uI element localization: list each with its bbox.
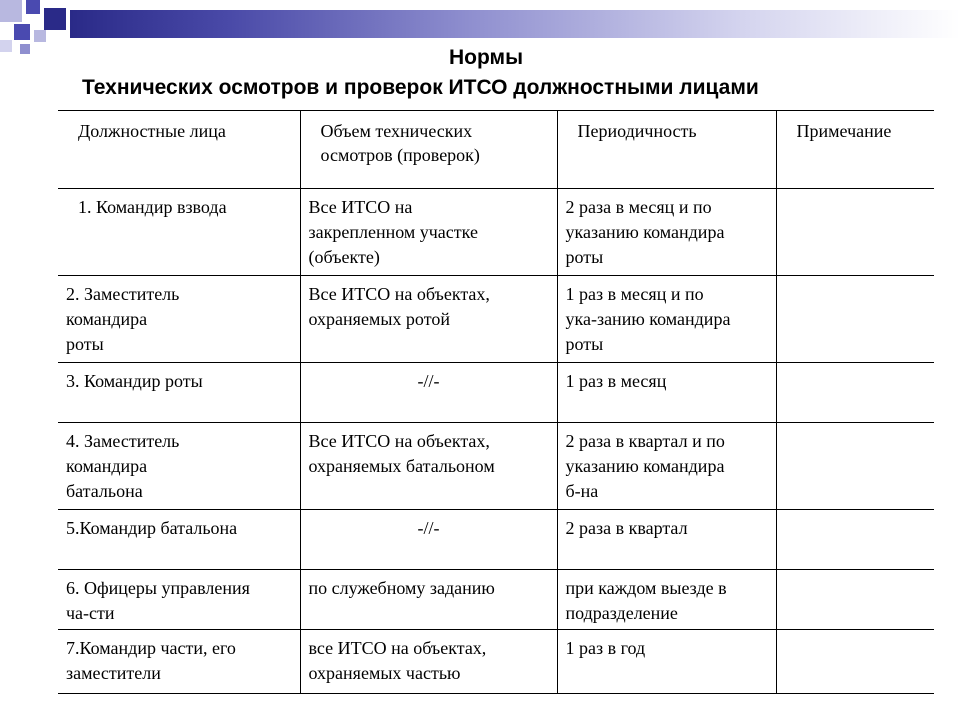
- cell-note: [776, 570, 934, 630]
- cell-note: [776, 423, 934, 510]
- table-row: [58, 363, 934, 423]
- cell-official: 1. Командир взвода: [58, 189, 300, 276]
- table-row: [58, 570, 934, 630]
- cell-official: 5.Командир батальона: [58, 510, 300, 570]
- cell-official: 7.Командир части, его заместители: [58, 630, 300, 694]
- deco-square: [14, 24, 30, 40]
- cell-scope: -//-: [300, 510, 557, 570]
- cell-scope: Все ИТСО на закрепленном участке (объекте): [300, 189, 557, 276]
- column-header-officials: Должностные лица: [58, 111, 300, 189]
- table-row: [58, 276, 934, 363]
- cell-official: 2. Заместитель командира роты: [58, 276, 300, 363]
- deco-square: [0, 0, 22, 22]
- cell-period: 1 раз в месяц: [557, 363, 776, 423]
- cell-official: 6. Офицеры управления ча-сти: [58, 570, 300, 630]
- deco-square: [44, 8, 66, 30]
- cell-scope: по служебному заданию: [300, 570, 557, 630]
- column-header-scope: Объем технических осмотров (проверок): [300, 111, 557, 189]
- inspection-norms-table: [58, 110, 934, 694]
- cell-period: 2 раза в квартал и по указанию командира б-на: [557, 423, 776, 510]
- table-row: [58, 423, 934, 510]
- cell-official: 3. Командир роты: [58, 363, 300, 423]
- cell-official: 4. Заместитель командира батальона: [58, 423, 300, 510]
- page-title: Нормы: [448, 46, 523, 69]
- table-header-row: [58, 111, 934, 189]
- cell-period: 1 раз в месяц и по ука-занию командира роты: [557, 276, 776, 363]
- cell-note: [776, 276, 934, 363]
- cell-period: 2 раза в месяц и по указанию командира роты: [557, 189, 776, 276]
- cell-period: при каждом выезде в подразделение: [557, 570, 776, 630]
- cell-scope: -//-: [300, 363, 557, 423]
- column-header-periodicity: Периодичность: [557, 111, 776, 189]
- cell-scope: Все ИТСО на объектах, охраняемых батальоном: [300, 423, 557, 510]
- cell-period: 1 раз в год: [557, 630, 776, 694]
- cell-scope: все ИТСО на объектах, охраняемых частью: [300, 630, 557, 694]
- cell-scope: Все ИТСО на объектах, охраняемых ротой: [300, 276, 557, 363]
- deco-square: [34, 30, 46, 42]
- table-row: [58, 189, 934, 276]
- cell-period: 2 раза в квартал: [557, 510, 776, 570]
- cell-note: [776, 363, 934, 423]
- table-row: [58, 510, 934, 570]
- cell-note: [776, 189, 934, 276]
- table-row: [58, 630, 934, 694]
- cell-note: [776, 510, 934, 570]
- cell-note: [776, 630, 934, 694]
- header-gradient-bar: [70, 10, 960, 38]
- column-header-note: Примечание: [776, 111, 934, 189]
- deco-square: [26, 0, 40, 14]
- page-subtitle: Технических осмотров и проверок ИТСО должностными лицами: [82, 76, 759, 99]
